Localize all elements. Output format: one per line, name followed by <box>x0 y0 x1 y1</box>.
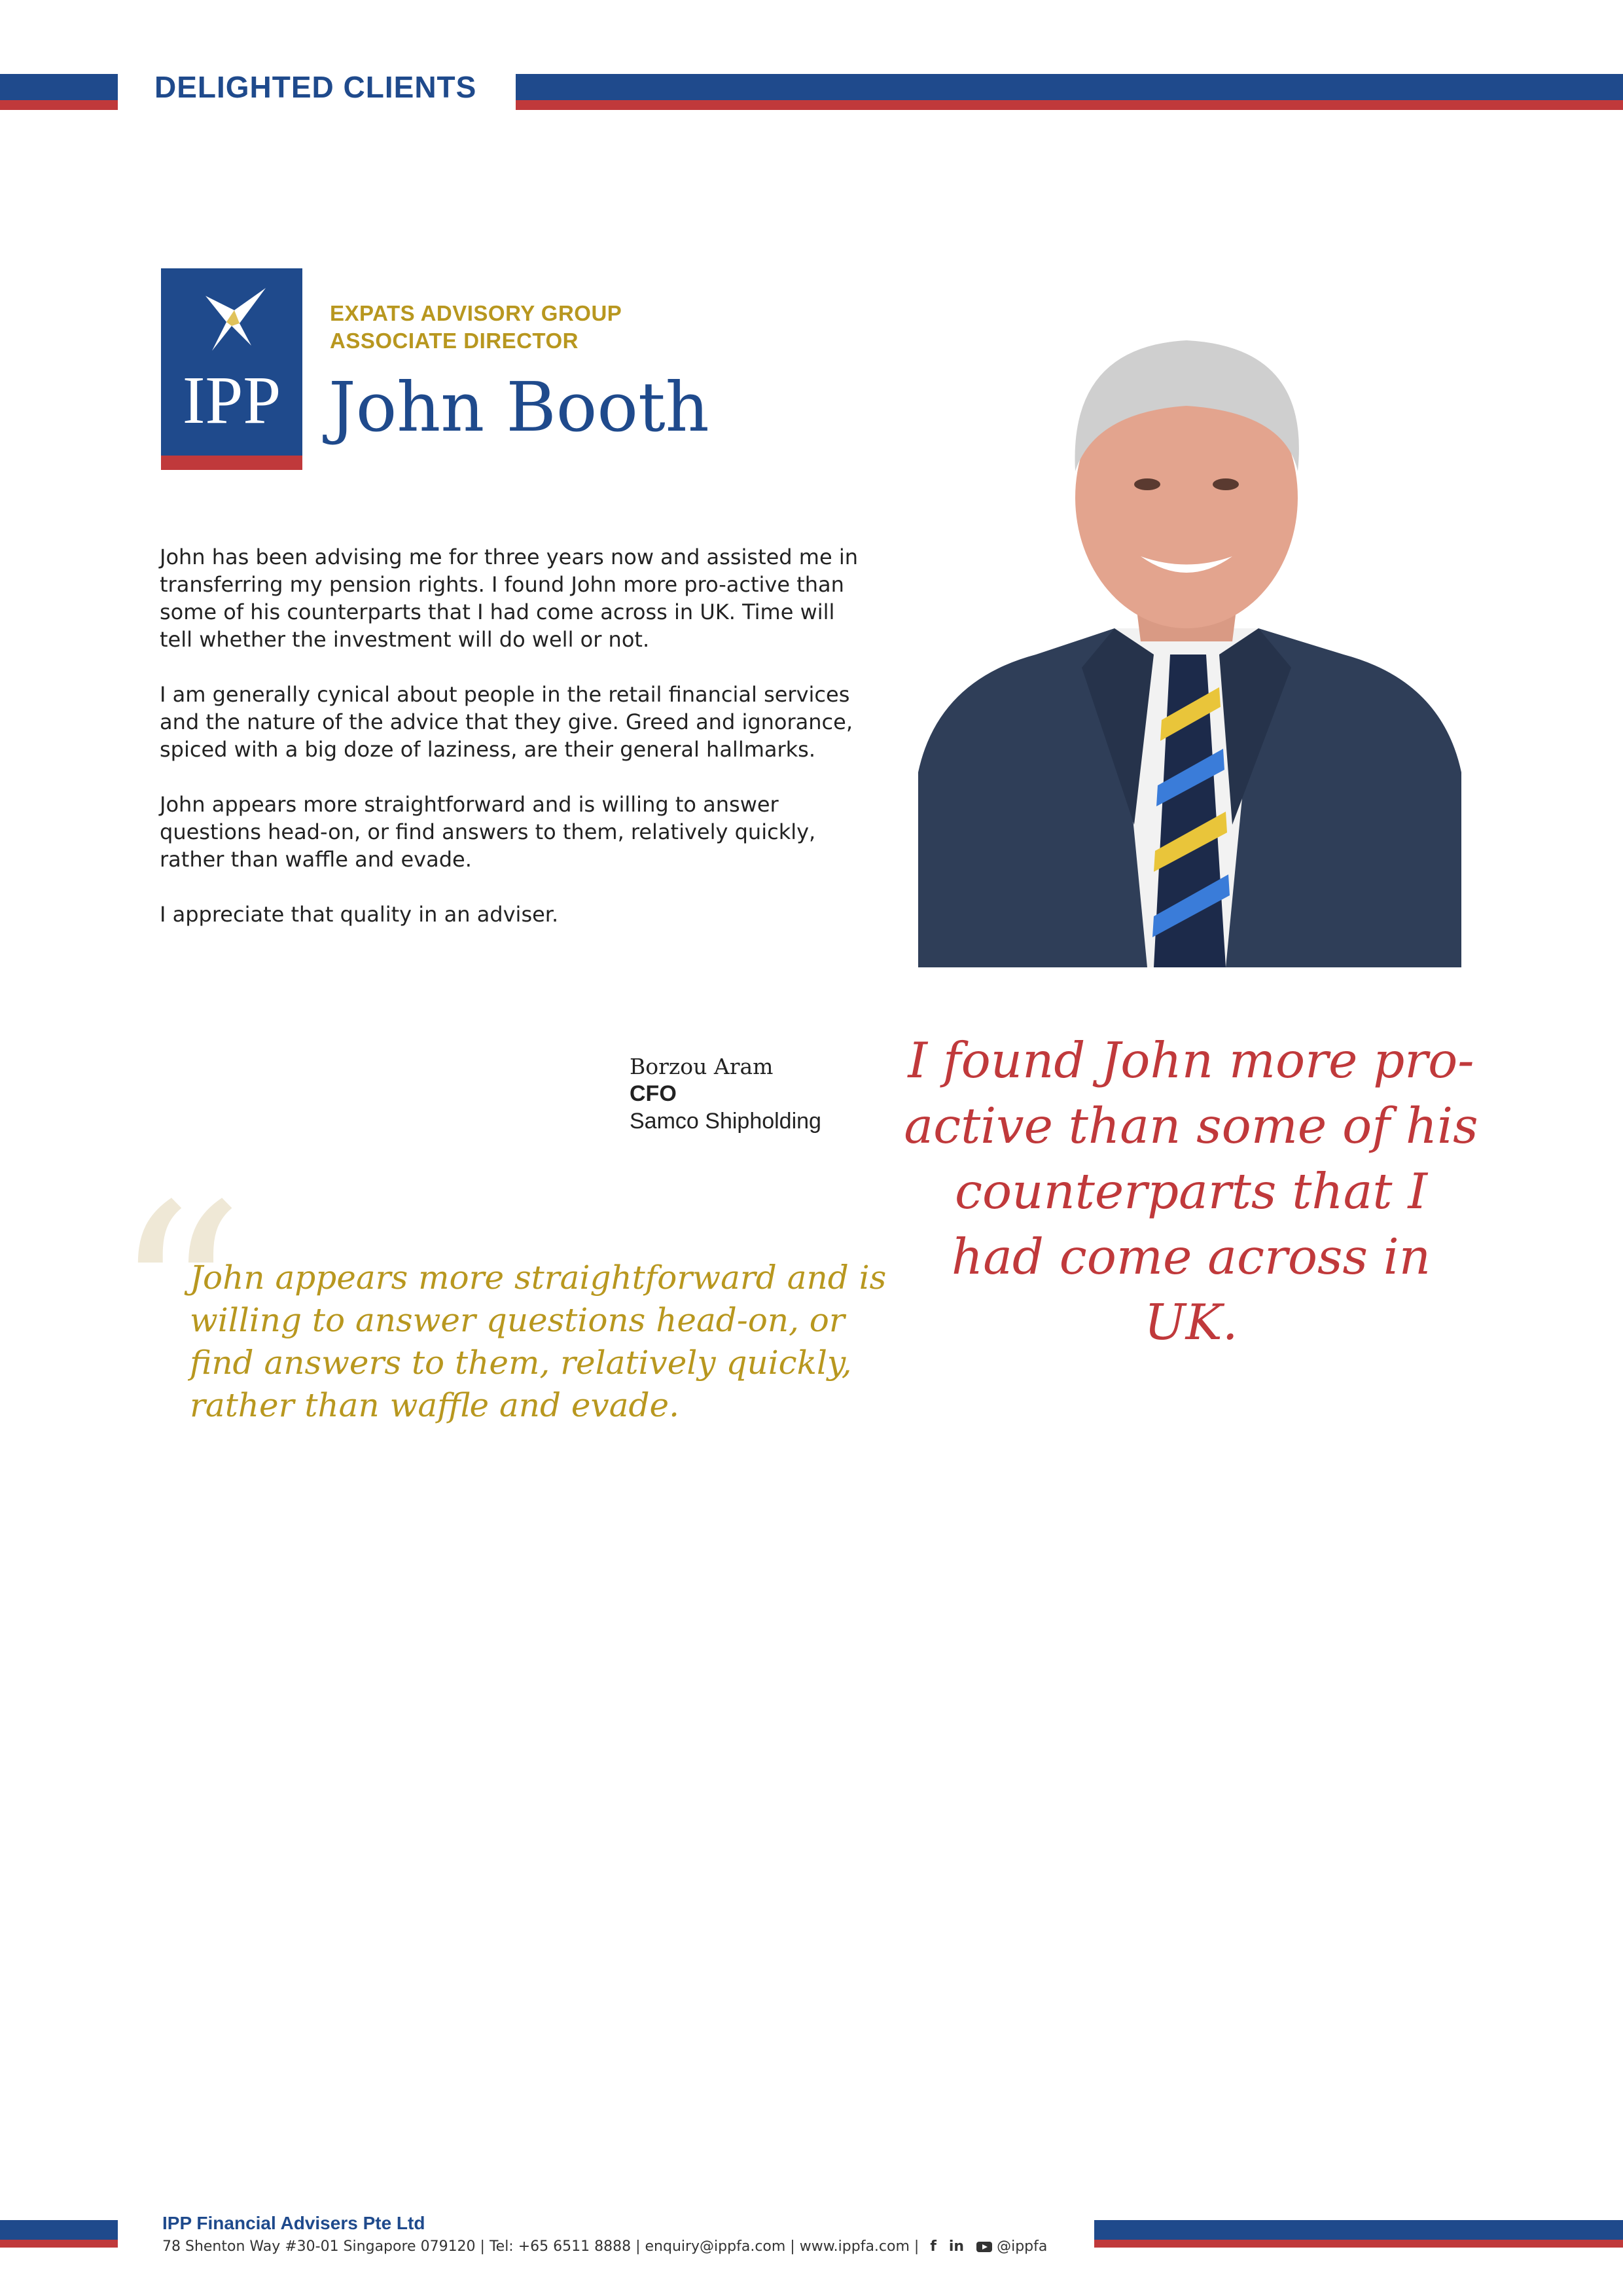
logo-text: IPP <box>182 363 281 438</box>
testimonial-paragraph: I am generally cynical about people in the retail financial services and the nature of the advice that they give. Greed and ignorance, spiced with a big doze of laziness, are their general hallmarks. <box>160 682 853 762</box>
footer-contact-line <box>162 2238 1047 2255</box>
header-bar-left-blue <box>0 74 118 100</box>
testimonial-paragraph: I appreciate that quality in an adviser. <box>160 902 559 927</box>
footer-bar-left-red <box>0 2240 118 2248</box>
linkedin-icon[interactable]: in <box>948 2238 965 2255</box>
adviser-group: EXPATS ADVISORY GROUP <box>330 301 622 325</box>
client-signature: Borzou Aram <box>630 1054 774 1079</box>
pull-quote-gold: John appears more straightforward and is willing to answer questions head-on, or find answers to them, relatively quickly, rather than waffle and evade. <box>190 1259 887 1424</box>
header-bar-right-red <box>516 100 1623 110</box>
pull-quote-red: I found John more pro-active than some of his counterparts that I had come across in UK. <box>904 1031 1478 1351</box>
client-title: CFO <box>630 1081 677 1106</box>
footer-bar-left-blue <box>0 2220 118 2240</box>
ipp-logo <box>161 268 302 470</box>
social-handle[interactable]: @ippfa <box>997 2238 1048 2255</box>
facebook-icon[interactable]: f <box>930 2238 936 2255</box>
header-bar-left-red <box>0 100 118 110</box>
footer-bar-right-red <box>1094 2240 1623 2248</box>
swallow-icon <box>200 283 272 355</box>
footer-address: 78 Shenton Way #30-01 Singapore 079120 | Tel: +65 6511 8888 | enquiry@ippfa.com | www.ippfa.com | <box>162 2238 919 2255</box>
footer-bar-right-blue <box>1094 2220 1623 2240</box>
adviser-name: John Booth <box>329 367 709 447</box>
client-company: Samco Shipholding <box>630 1109 821 1134</box>
section-title: DELIGHTED CLIENTS <box>154 70 477 104</box>
testimonial-paragraph: John appears more straightforward and is willing to answer questions head-on, or find answers to them, relatively quickly, rather than waffle and evade. <box>160 792 816 872</box>
adviser-photo <box>918 301 1461 967</box>
testimonial-body <box>160 543 866 956</box>
header-bar-right-blue <box>516 74 1623 100</box>
logo-red-stripe <box>161 456 302 470</box>
testimonial-paragraph: John has been advising me for three years now and assisted me in transferring my pension rights. I found John more pro-active than some of his counterparts that I had come across in UK. Time will tell whether the investment will do well or not. <box>160 545 858 652</box>
footer-company: IPP Financial Advisers Pte Ltd <box>162 2213 425 2233</box>
youtube-icon[interactable] <box>976 2242 992 2252</box>
adviser-title: ASSOCIATE DIRECTOR <box>330 329 579 353</box>
quote-mark-icon: “ <box>111 1150 245 1454</box>
